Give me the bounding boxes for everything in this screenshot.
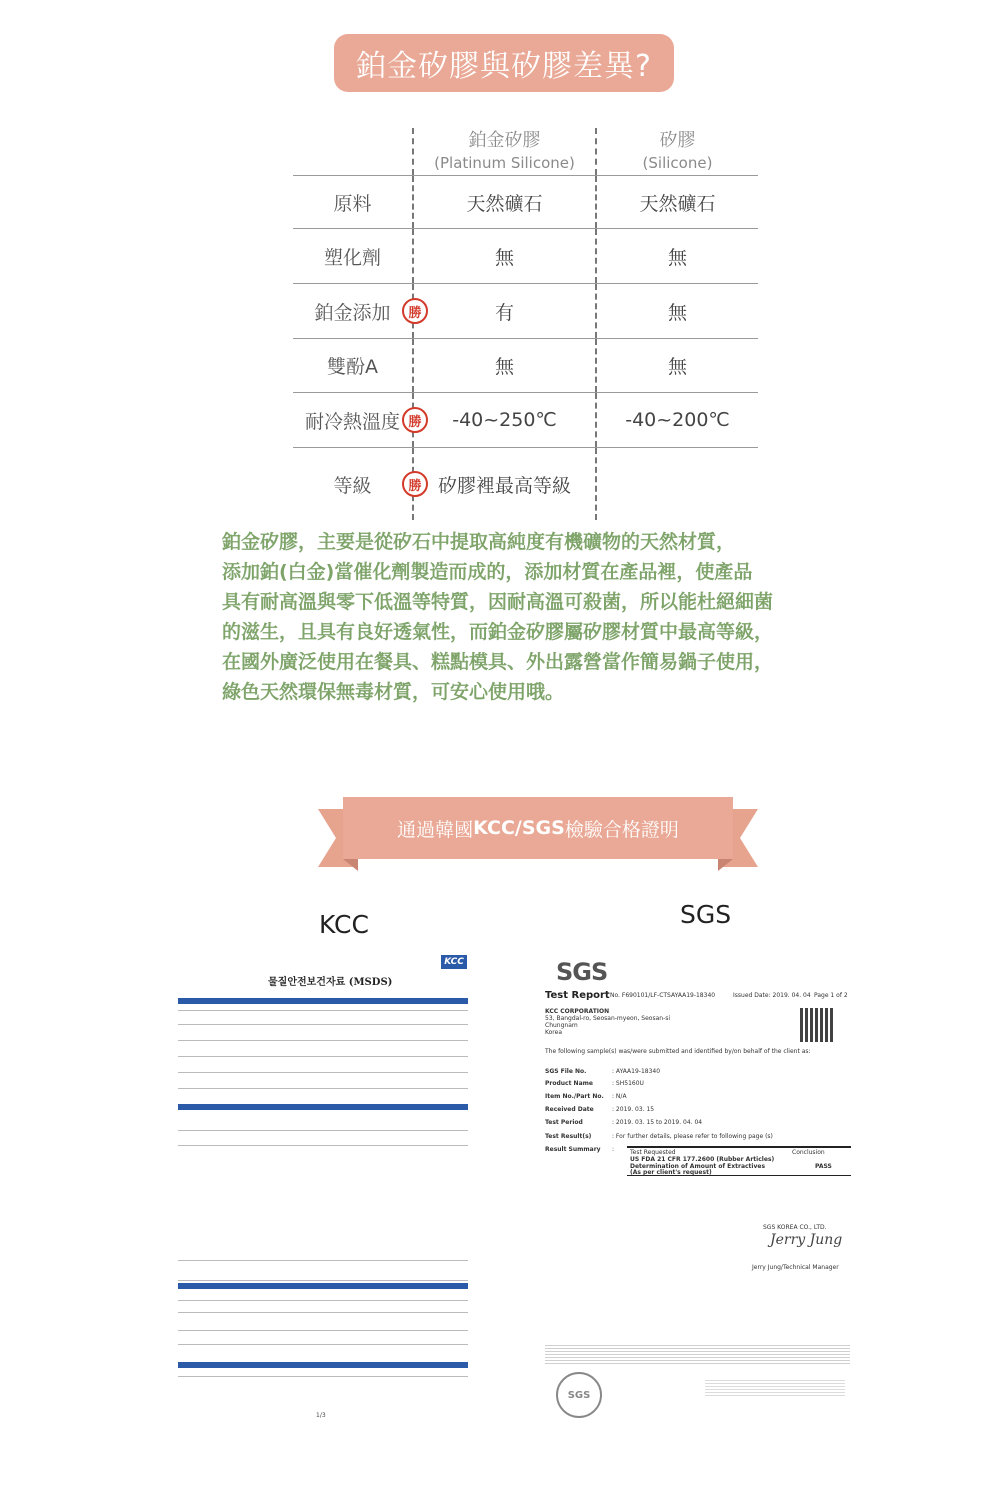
tbl-row-2: Determination of Amount of Extractives: [630, 1163, 766, 1170]
sgs-field-key: Test Period: [545, 1119, 583, 1126]
table-row: [293, 229, 758, 284]
platinum-cell: [408, 448, 597, 520]
divider: [178, 1072, 468, 1073]
divider: [178, 1330, 468, 1331]
kcc-label: KCC: [319, 910, 369, 939]
divider: [178, 1145, 468, 1146]
silicone-cell: [597, 339, 758, 392]
kcc-doc-title: 물질안전보건자료 (MSDS): [268, 977, 393, 988]
divider: [178, 1312, 468, 1313]
platinum-cell: [414, 339, 597, 392]
platinum-value: 矽膠裡最高等級: [437, 474, 571, 497]
sgs-report-no: No. F690101/LF-CTSAYAA19-18340: [610, 992, 716, 999]
row-label: 鉑金添加: [293, 284, 414, 338]
platinum-value: -40~250℃: [452, 409, 557, 431]
sgs-field-key: Received Date: [545, 1106, 594, 1113]
sgs-page: Page 1 of 2: [814, 992, 848, 999]
description-line: 綠色天然環保無毒材質，可安心使用哦。: [222, 681, 565, 703]
row-label: 原料: [293, 176, 414, 228]
tbl-pass: PASS: [815, 1163, 832, 1170]
kcc-logo: KCC: [441, 955, 467, 969]
sgs-field-key: Result Summary: [545, 1146, 601, 1153]
silicone-value: 無: [667, 301, 687, 324]
banner-bold: KCC/SGS: [473, 817, 565, 839]
header-silicone: [597, 128, 758, 175]
sgs-stamp: SGS: [556, 1372, 602, 1418]
signature: Jerry Jung: [770, 1232, 843, 1248]
platinum-sub: (Platinum Silicone): [434, 153, 575, 172]
divider: [178, 1280, 468, 1281]
sgs-label: SGS: [680, 900, 732, 929]
sgs-field-key: Product Name: [545, 1080, 593, 1087]
header-empty-cell: [293, 128, 414, 175]
platinum-value: 有: [494, 301, 514, 324]
table-header: [293, 128, 758, 176]
tbl-row-3: (As per client's request): [630, 1169, 712, 1176]
row-label: 塑化劑: [293, 229, 414, 283]
silicone-cell: [597, 284, 758, 338]
silicone-name: 矽膠: [659, 129, 696, 151]
row-label: 雙酚A: [293, 339, 414, 392]
win-badge-icon: 勝: [402, 407, 428, 433]
section-bar: [178, 1362, 468, 1368]
description: [222, 527, 842, 707]
divider: [178, 1056, 468, 1057]
platinum-name: 鉑金矽膠: [468, 129, 541, 151]
description-line: 鉑金矽膠，主要是從矽石中提取高純度有機礦物的天然材質，: [222, 531, 736, 553]
silicone-cell: [597, 176, 758, 228]
platinum-cell: [408, 393, 597, 447]
sgs-issued-date: Issued Date: 2019. 04. 04: [733, 992, 811, 999]
sgs-company: KCC CORPORATION: [545, 1008, 610, 1015]
certification-banner: [318, 797, 758, 875]
sgs-field-key: SGS File No.: [545, 1068, 587, 1075]
row-label: 等級: [293, 448, 414, 520]
silicone-value: 無: [667, 246, 687, 269]
win-badge-icon: 勝: [402, 298, 428, 324]
table-row: [293, 393, 758, 448]
platinum-cell: [408, 284, 597, 338]
win-badge-icon: 勝: [402, 471, 428, 497]
divider: [178, 1376, 468, 1377]
platinum-value: 天然礦石: [466, 192, 543, 215]
section-bar: [178, 998, 468, 1004]
divider: [178, 1300, 468, 1301]
silicone-cell: [597, 229, 758, 283]
footer-print: [705, 1380, 845, 1396]
page-title: 鉑金矽膠與矽膠差異?: [334, 34, 674, 92]
divider: [178, 1040, 468, 1041]
banner-prefix: 通過韓國: [397, 818, 474, 841]
banner-suffix: 檢驗合格證明: [564, 818, 679, 841]
silicone-cell: [597, 448, 758, 520]
tbl-row-1: US FDA 21 CFR 177.2600 (Rubber Articles): [630, 1156, 775, 1163]
comparison-table: [293, 128, 758, 520]
sgs-signer: Jerry Jung/Technical Manager: [752, 1264, 839, 1271]
divider: [178, 1010, 468, 1011]
banner-text: [343, 797, 733, 859]
description-line: 在國外廣泛使用在餐具、糕點模具、外出露營當作簡易鍋子使用，: [222, 651, 774, 673]
silicone-value: -40~200℃: [625, 409, 730, 431]
sgs-field-key: Item No./Part No.: [545, 1093, 604, 1100]
sgs-report-title: Test Report: [545, 990, 610, 1001]
kcc-page-number: 1/3: [316, 1412, 326, 1419]
platinum-cell: [414, 176, 597, 228]
sgs-field-value: : SH5160U: [612, 1080, 644, 1087]
sgs-logo: SGS: [556, 958, 608, 986]
description-line: 添加鉑(白金)當催化劑製造而成的，添加材質在產品裡，使產品: [222, 561, 753, 583]
sgs-field-value: : AYAA19-18340: [612, 1068, 661, 1075]
fine-print: [545, 1345, 850, 1365]
silicone-cell: [597, 393, 758, 447]
section-bar: [178, 1104, 468, 1110]
silicone-value: 天然礦石: [639, 192, 716, 215]
sgs-city: Chungnam: [545, 1022, 578, 1029]
sgs-field-value: :: [612, 1146, 615, 1153]
row-label: 耐冷熱溫度: [293, 393, 414, 447]
sgs-field-value: : 2019. 03. 15: [612, 1106, 655, 1113]
silicone-value: 無: [667, 356, 687, 378]
description-line: 的滋生，且具有良好透氣性，而鉑金矽膠屬矽膠材質中最高等級，: [222, 621, 774, 643]
platinum-cell: [414, 229, 597, 283]
silicone-sub: (Silicone): [642, 153, 713, 172]
qr-code-icon: [800, 1008, 834, 1042]
sgs-signer-company: SGS KOREA CO., LTD.: [763, 1224, 827, 1231]
divider: [178, 1088, 468, 1089]
table-row: [293, 284, 758, 339]
description-line: 具有耐高溫與零下低溫等特質，因耐高溫可殺菌，所以能杜絕細菌: [222, 591, 774, 613]
sgs-field-key: Test Result(s): [545, 1133, 592, 1140]
sgs-field-value: : 2019. 03. 15 to 2019. 04. 04: [612, 1119, 703, 1126]
tbl-header-test: Test Requested: [630, 1149, 676, 1156]
divider: [178, 1344, 468, 1345]
sgs-address: 53, Bangdal-ro, Seosan-myeon, Seosan-si: [545, 1015, 671, 1022]
platinum-value: 無: [494, 246, 514, 269]
table-row: [293, 176, 758, 229]
sgs-field-value: : For further details, please refer to following page (s): [612, 1133, 773, 1140]
divider: [178, 1260, 468, 1261]
section-bar: [178, 1283, 468, 1289]
sgs-result-table: [627, 1146, 851, 1176]
divider: [178, 1130, 468, 1131]
divider: [178, 1024, 468, 1025]
platinum-value: 無: [494, 356, 514, 378]
sgs-country: Korea: [545, 1029, 563, 1036]
tbl-header-conclusion: Conclusion: [792, 1149, 825, 1156]
sgs-field-value: : N/A: [612, 1093, 627, 1100]
sgs-intro: The following sample(s) was/were submitted and identified by/on behalf of the client as:: [545, 1048, 811, 1055]
table-row: [293, 339, 758, 393]
header-platinum: [414, 128, 597, 175]
table-row: [293, 448, 758, 520]
